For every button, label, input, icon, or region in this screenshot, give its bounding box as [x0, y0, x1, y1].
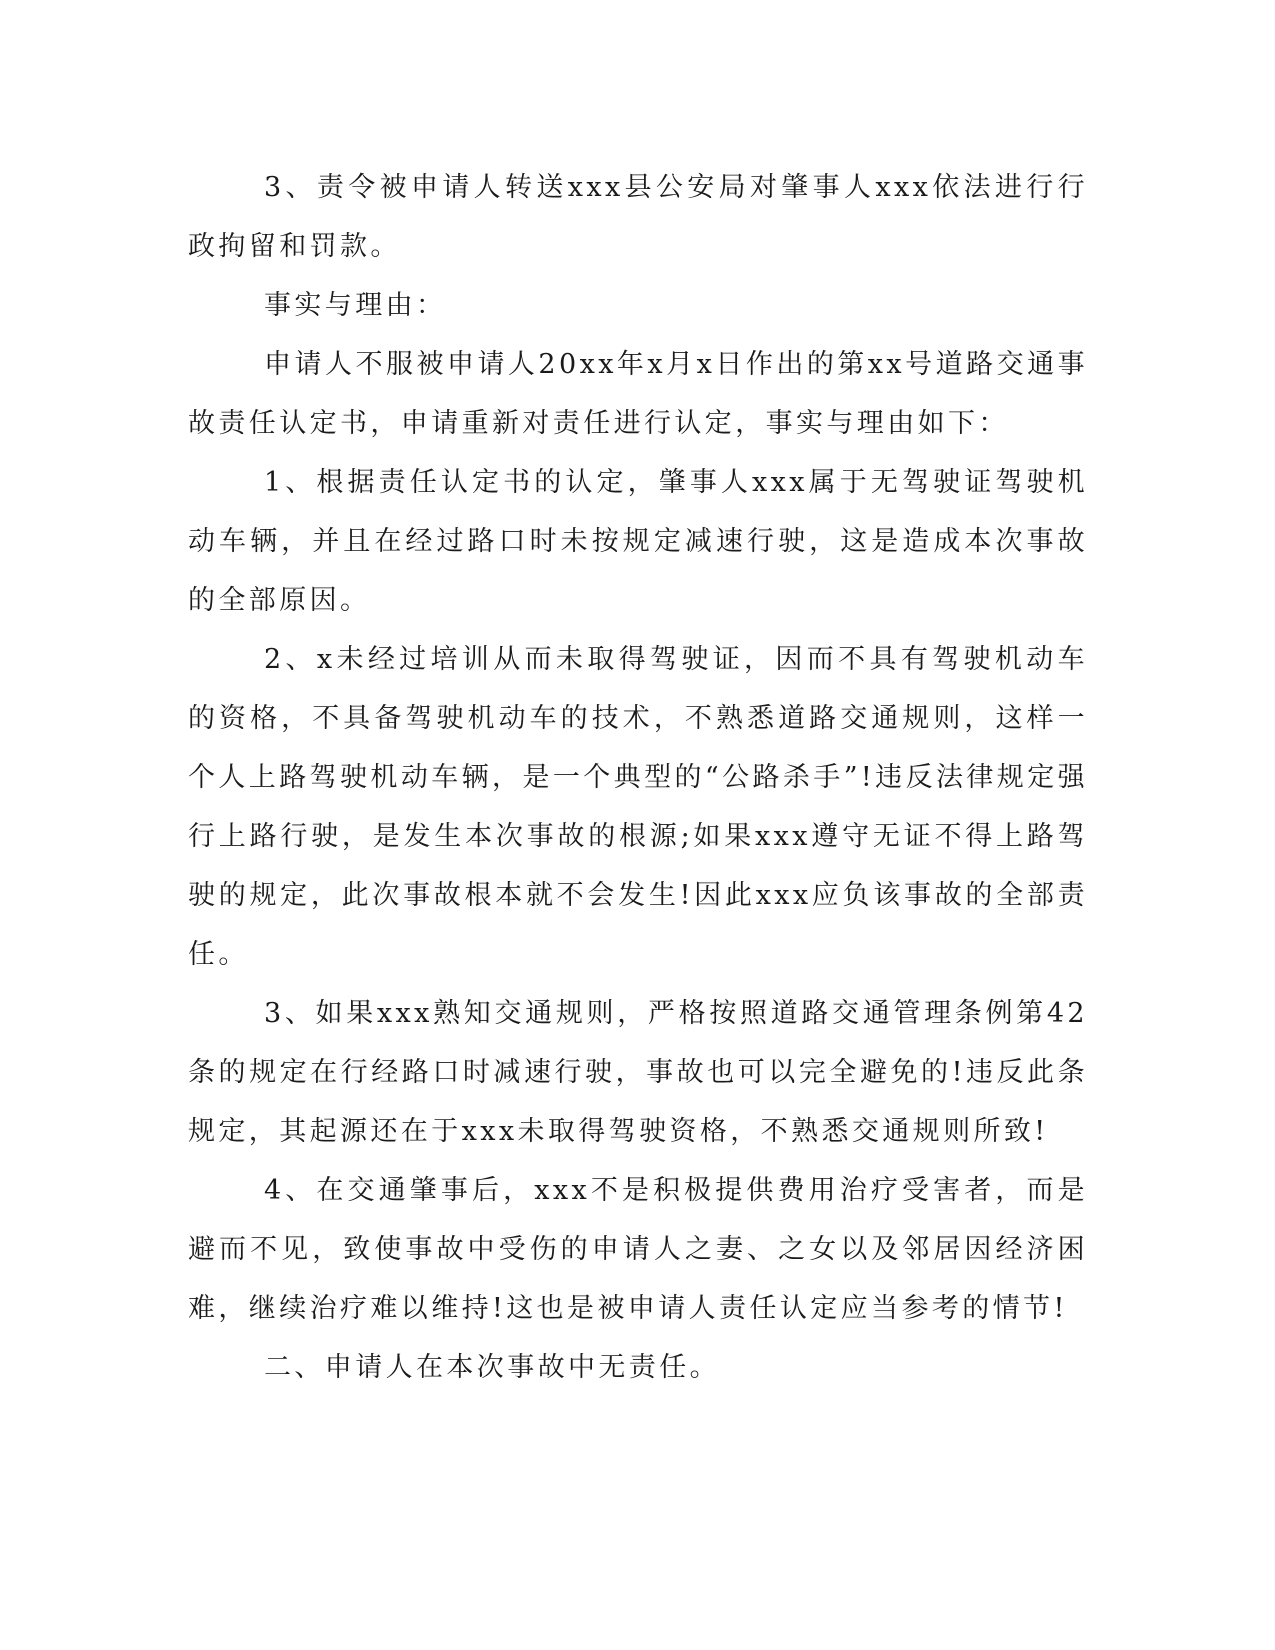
- paragraph-reason-2: 2、x未经过培训从而未取得驾驶证，因而不具有驾驶机动车的资格，不具备驾驶机动车的技术，不熟悉道路交通规则，这样一个人上路驾驶机动车辆，是一个典型的“公路杀手”!违反法律规定强行上路行驶，是发生本次事故的根源;如果xxx遵守无证不得上路驾驶的规定，此次事故根本就不会发生!因此xxx应负该事故的全部责任。: [188, 644, 1088, 970]
- paragraph-intro: 申请人不服被申请人20xx年x月x日作出的第xx号道路交通事故责任认定书，申请重新对责任进行认定，事实与理由如下：: [188, 349, 1088, 439]
- paragraph-reason-3: 3、如果xxx熟知交通规则，严格按照道路交通管理条例第42条的规定在行经路口时减速行驶，事故也可以完全避免的!违反此条规定，其起源还在于xxx未取得驾驶资格，不熟悉交通规则所致!: [188, 998, 1088, 1147]
- paragraph-order-item-3: 3、责令被申请人转送xxx县公安局对肇事人xxx依法进行行政拘留和罚款。: [188, 172, 1088, 262]
- paragraph-reason-4: 4、在交通肇事后，xxx不是积极提供费用治疗受害者，而是避而不见，致使事故中受伤的申请人之妻、之女以及邻居因经济困难，继续治疗难以维持!这也是被申请人责任认定应当参考的情节!: [188, 1175, 1088, 1324]
- paragraph-section-2-heading: 二、申请人在本次事故中无责任。: [264, 1352, 720, 1383]
- paragraph-reason-1: 1、根据责任认定书的认定，肇事人xxx属于无驾驶证驾驶机动车辆，并且在经过路口时未按规定减速行驶，这是造成本次事故的全部原因。: [188, 467, 1088, 616]
- document-body: [188, 158, 1088, 1397]
- paragraph-facts-heading: 事实与理由：: [264, 290, 447, 321]
